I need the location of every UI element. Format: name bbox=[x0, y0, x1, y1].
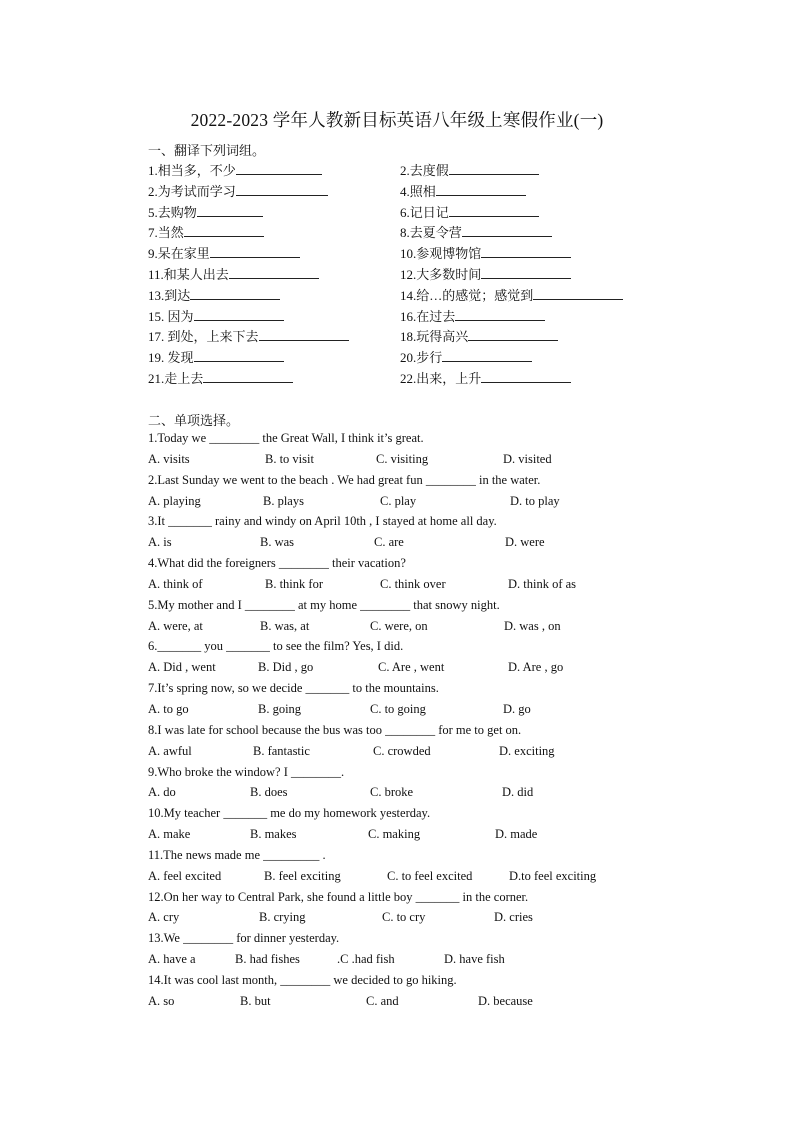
vocab-prompt: 4.照相 bbox=[400, 183, 436, 199]
option-a: A. make bbox=[148, 827, 191, 842]
answer-blank bbox=[236, 183, 328, 196]
question-stem: 7.It’s spring now, so we decide _______ to the mountains. bbox=[148, 681, 439, 696]
question-stem: 3.It _______ rainy and windy on April 10th , I stayed at home all day. bbox=[148, 514, 497, 529]
option-b: B. plays bbox=[263, 493, 304, 508]
answer-blank bbox=[203, 370, 293, 383]
option-c: C. think over bbox=[380, 576, 446, 591]
vocab-item-left bbox=[148, 368, 293, 387]
question-options bbox=[148, 952, 648, 973]
option-b: B. crying bbox=[259, 910, 306, 925]
option-d: D. have fish bbox=[444, 952, 505, 967]
vocab-prompt: 11.和某人出去 bbox=[148, 266, 229, 282]
section2-heading: 二、单项选择。 bbox=[148, 413, 240, 428]
answer-blank bbox=[468, 328, 558, 341]
option-c: C. to feel excited bbox=[387, 868, 473, 883]
option-d: D. go bbox=[503, 702, 531, 717]
answer-blank bbox=[462, 224, 552, 237]
page-title: 2022-2023 学年人教新目标英语八年级上寒假作业(一) bbox=[190, 110, 604, 130]
answer-blank bbox=[481, 370, 571, 383]
question-stem: 4.What did the foreigners ________ their vacation? bbox=[148, 556, 406, 571]
vocab-prompt: 9.呆在家里 bbox=[148, 246, 210, 262]
option-c: C. and bbox=[366, 993, 399, 1008]
vocab-prompt: 7.当然 bbox=[148, 225, 184, 241]
answer-blank bbox=[455, 308, 545, 321]
option-a: A. is bbox=[148, 535, 172, 550]
option-d: D. did bbox=[502, 785, 534, 800]
vocab-prompt: 17. 到处，上来下去 bbox=[148, 329, 259, 345]
option-b: B. makes bbox=[250, 827, 297, 842]
option-c: C. visiting bbox=[376, 451, 429, 466]
answer-blank bbox=[481, 245, 571, 258]
vocab-item-right bbox=[400, 181, 526, 200]
vocab-item-right bbox=[400, 264, 571, 283]
vocab-prompt: 19. 发现 bbox=[148, 350, 194, 366]
question-stem: 12.On her way to Central Park, she found a little boy _______ in the corner. bbox=[148, 889, 529, 904]
question-stem: 11.The news made me _________ . bbox=[148, 847, 326, 862]
vocab-row bbox=[148, 306, 648, 327]
option-a: A. playing bbox=[148, 493, 201, 508]
question-stem: 8.I was late for school because the bus was too ________ for me to get on. bbox=[148, 722, 522, 737]
vocab-prompt: 2.为考试而学习 bbox=[148, 183, 236, 199]
option-b: B. going bbox=[258, 702, 302, 717]
vocab-prompt: 10.参观博物馆 bbox=[400, 246, 482, 262]
option-d: D.to feel exciting bbox=[509, 868, 597, 883]
vocab-item-right bbox=[400, 202, 539, 221]
option-d: D. cries bbox=[494, 910, 533, 925]
answer-blank bbox=[259, 328, 349, 341]
option-a: A. Did , went bbox=[148, 660, 216, 675]
answer-blank bbox=[184, 224, 264, 237]
section1-heading: 一、翻译下列词组。 bbox=[148, 143, 266, 158]
question-options bbox=[148, 869, 648, 890]
vocab-prompt: 21.走上去 bbox=[148, 370, 204, 386]
option-a: A. to go bbox=[148, 702, 189, 717]
option-d: D. was , on bbox=[504, 618, 561, 633]
option-c: C. to cry bbox=[382, 910, 426, 925]
question-stem: 14.It was cool last month, ________ we decided to go hiking. bbox=[148, 972, 457, 987]
vocab-row bbox=[148, 285, 648, 306]
vocab-item-right bbox=[400, 306, 545, 325]
vocab-row bbox=[148, 368, 648, 389]
vocab-prompt: 14.给…的感觉；感觉到 bbox=[400, 287, 534, 303]
answer-blank bbox=[190, 287, 280, 300]
option-a: A. awful bbox=[148, 743, 192, 758]
option-b: B. was, at bbox=[260, 618, 310, 633]
vocab-row bbox=[148, 222, 648, 243]
mcq-list bbox=[148, 431, 648, 1015]
option-d: D. exciting bbox=[499, 743, 555, 758]
option-a: A. visits bbox=[148, 451, 190, 466]
question-stem: 13.We ________ for dinner yesterday. bbox=[148, 931, 340, 946]
option-b: B. had fishes bbox=[235, 952, 300, 967]
question-options bbox=[148, 535, 648, 556]
option-d: D. Are , go bbox=[508, 660, 564, 675]
vocab-prompt: 16.在过去 bbox=[400, 308, 456, 324]
vocab-prompt: 18.玩得高兴 bbox=[400, 329, 469, 345]
question-options bbox=[148, 452, 648, 473]
vocab-item-right bbox=[400, 243, 571, 262]
option-a: A. think of bbox=[148, 576, 203, 591]
question-stem: 2.Last Sunday we went to the beach . We had great fun ________ in the water. bbox=[148, 472, 541, 487]
vocab-row bbox=[148, 202, 648, 223]
option-a: A. were, at bbox=[148, 618, 203, 633]
vocab-item-left bbox=[148, 264, 319, 283]
option-a: A. so bbox=[148, 993, 175, 1008]
option-d: D. think of as bbox=[508, 576, 577, 591]
option-c: C. broke bbox=[370, 785, 414, 800]
vocab-row bbox=[148, 243, 648, 264]
answer-blank bbox=[194, 308, 284, 321]
option-b: B. fantastic bbox=[253, 743, 310, 758]
vocab-row bbox=[148, 264, 648, 285]
answer-blank bbox=[533, 287, 623, 300]
answer-blank bbox=[236, 162, 322, 175]
option-c: C. crowded bbox=[373, 743, 431, 758]
answer-blank bbox=[449, 204, 539, 217]
vocab-prompt: 5.去购物 bbox=[148, 204, 197, 220]
vocab-item-right bbox=[400, 222, 552, 241]
vocab-prompt: 8.去夏令营 bbox=[400, 225, 462, 241]
option-b: B. feel exciting bbox=[264, 868, 341, 883]
option-a: A. cry bbox=[148, 910, 180, 925]
vocab-item-left bbox=[148, 160, 322, 179]
vocab-item-right bbox=[400, 347, 532, 366]
vocab-item-left bbox=[148, 243, 300, 262]
option-c: C. to going bbox=[370, 702, 426, 717]
question-options bbox=[148, 577, 648, 598]
vocab-row bbox=[148, 160, 648, 181]
vocab-row bbox=[148, 347, 648, 368]
option-a: A. do bbox=[148, 785, 176, 800]
question-stem: 5.My mother and I ________ at my home ________ that snowy night. bbox=[148, 597, 500, 612]
option-b: B. think for bbox=[265, 576, 323, 591]
question-options bbox=[148, 660, 648, 681]
option-c: C. Are , went bbox=[378, 660, 445, 675]
vocab-prompt: 15. 因为 bbox=[148, 308, 194, 324]
question-options bbox=[148, 910, 648, 931]
option-d: D. because bbox=[478, 993, 533, 1008]
option-d: D. to play bbox=[510, 493, 560, 508]
vocab-prompt: 12.大多数时间 bbox=[400, 266, 482, 282]
option-c: C. were, on bbox=[370, 618, 428, 633]
vocab-prompt: 13.到达 bbox=[148, 287, 191, 303]
answer-blank bbox=[197, 204, 263, 217]
option-d: D. made bbox=[495, 827, 538, 842]
vocab-prompt: 2.去度假 bbox=[400, 163, 449, 178]
vocab-item-right bbox=[400, 160, 539, 179]
answer-blank bbox=[442, 349, 532, 362]
answer-blank bbox=[436, 183, 526, 196]
question-options bbox=[148, 702, 648, 723]
vocab-prompt: 6.记日记 bbox=[400, 204, 449, 220]
question-stem: 9.Who broke the window? I ________. bbox=[148, 764, 345, 779]
answer-blank bbox=[194, 349, 284, 362]
question-stem: 10.My teacher _______ me do my homework yesterday. bbox=[148, 806, 431, 821]
answer-blank bbox=[481, 266, 571, 279]
question-options bbox=[148, 494, 648, 515]
option-d: D. visited bbox=[503, 451, 552, 466]
question-options bbox=[148, 785, 648, 806]
option-d: D. were bbox=[505, 535, 545, 550]
option-c: C. making bbox=[368, 827, 421, 842]
question-options bbox=[148, 744, 648, 765]
vocab-prompt: 22.出来，上升 bbox=[400, 370, 482, 386]
vocab-item-right bbox=[400, 368, 571, 387]
option-c: .C .had fish bbox=[337, 952, 395, 967]
question-options bbox=[148, 827, 648, 848]
question-options bbox=[148, 994, 648, 1015]
option-b: B. does bbox=[250, 785, 288, 800]
vocab-item-left bbox=[148, 181, 328, 200]
answer-blank bbox=[229, 266, 319, 279]
option-b: B. Did , go bbox=[258, 660, 314, 675]
vocab-item-left bbox=[148, 285, 280, 304]
option-c: C. are bbox=[374, 535, 404, 550]
vocab-row bbox=[148, 326, 648, 347]
vocab-item-right bbox=[400, 285, 623, 304]
vocab-prompt: 20.步行 bbox=[400, 350, 443, 366]
vocab-row bbox=[148, 181, 648, 202]
question-stem: 1.Today we ________ the Great Wall, I think it’s great. bbox=[148, 431, 424, 445]
vocab-list bbox=[148, 160, 648, 389]
vocab-item-left bbox=[148, 222, 264, 241]
vocab-item-left bbox=[148, 202, 263, 221]
option-b: B. to visit bbox=[265, 451, 314, 466]
option-b: B. was bbox=[260, 535, 295, 550]
option-a: A. feel excited bbox=[148, 868, 222, 883]
option-a: A. have a bbox=[148, 952, 196, 967]
question-options bbox=[148, 619, 648, 640]
vocab-item-right bbox=[400, 326, 558, 345]
option-c: C. play bbox=[380, 493, 417, 508]
vocab-item-left bbox=[148, 347, 284, 366]
answer-blank bbox=[449, 162, 539, 175]
question-stem: 6._______ you _______ to see the film? Yes, I did. bbox=[148, 639, 404, 654]
vocab-item-left bbox=[148, 306, 284, 325]
option-b: B. but bbox=[240, 993, 271, 1008]
vocab-item-left bbox=[148, 326, 349, 345]
answer-blank bbox=[210, 245, 300, 258]
vocab-prompt: 1.相当多，不少 bbox=[148, 163, 236, 178]
